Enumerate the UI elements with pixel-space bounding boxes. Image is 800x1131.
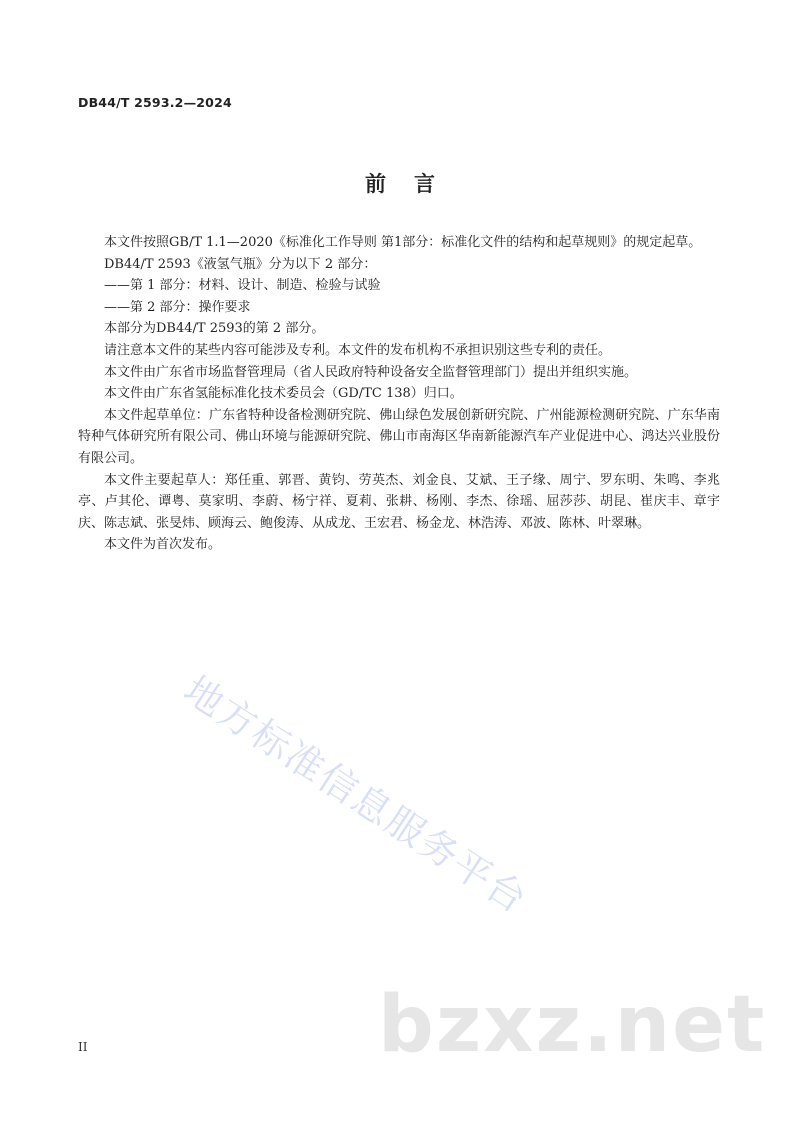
paragraph-drafting-units: 本文件起草单位：广东省特种设备检测研究院、佛山绿色发展创新研究院、广州能源检测研究院、广东华南特种气体研究所有限公司、佛山环境与能源研究院、佛山市南海区华南新能源汽车产业促进中心、鸿达兴业股份有限公司。: [78, 407, 720, 466]
paragraph-parts-intro: DB44/T 2593《液氢气瓶》分为以下 2 部分：: [104, 256, 377, 272]
section-title-char-2: 言: [414, 172, 435, 196]
list-item-part-1: ——第 1 部分：材料、设计、制造、检验与试验: [104, 278, 381, 294]
paragraph-first-release: 本文件为首次发布。: [104, 537, 222, 553]
list-item-part-2: ——第 2 部分：操作要求: [104, 299, 251, 315]
paragraph-drafters: 本文件主要起草人：郑任重、郭晋、黄钧、劳英杰、刘金良、艾斌、王子缘、周宁、罗东明、朱鸣、李兆亭、卢其伦、谭粤、莫家明、李蔚、杨宁祥、夏莉、张耕、杨刚、李杰、徐瑶、屈莎莎、胡昆、崔庆丰、章宇庆、陈志斌、张旻炜、顾海云、鲍俊涛、从成龙、王宏君、杨金龙、林浩涛、邓波、陈林、叶翠琳。: [78, 472, 720, 531]
site-watermark: bzxz.net: [378, 980, 767, 1070]
paragraph-patent-notice: 请注意本文件的某些内容可能涉及专利。本文件的发布机构不承担识别这些专利的责任。: [104, 342, 612, 358]
paragraph-drafting-rules: 本文件按照GB/T 1.1—2020《标准化工作导则 第1部分：标准化文件的结构和起草规则》的规定起草。: [104, 235, 702, 250]
document-code: DB44/T 2593.2—2024: [78, 95, 232, 110]
paragraph-proposer: 本文件由广东省市场监督管理局（省人民政府特种设备安全监督管理部门）提出并组织实施。: [104, 364, 638, 380]
paragraph-committee: 本文件由广东省氢能标准化技术委员会（GD/TC 138）归口。: [104, 386, 463, 402]
section-title-char-1: 前: [365, 172, 386, 196]
page-number: II: [78, 1040, 88, 1054]
platform-watermark: 地方标准信息服务平台: [176, 667, 536, 923]
paragraph-this-part: 本部分为DB44/T 2593的第 2 部分。: [104, 321, 325, 337]
section-title: [0, 168, 800, 198]
foreword-body: [78, 232, 720, 556]
